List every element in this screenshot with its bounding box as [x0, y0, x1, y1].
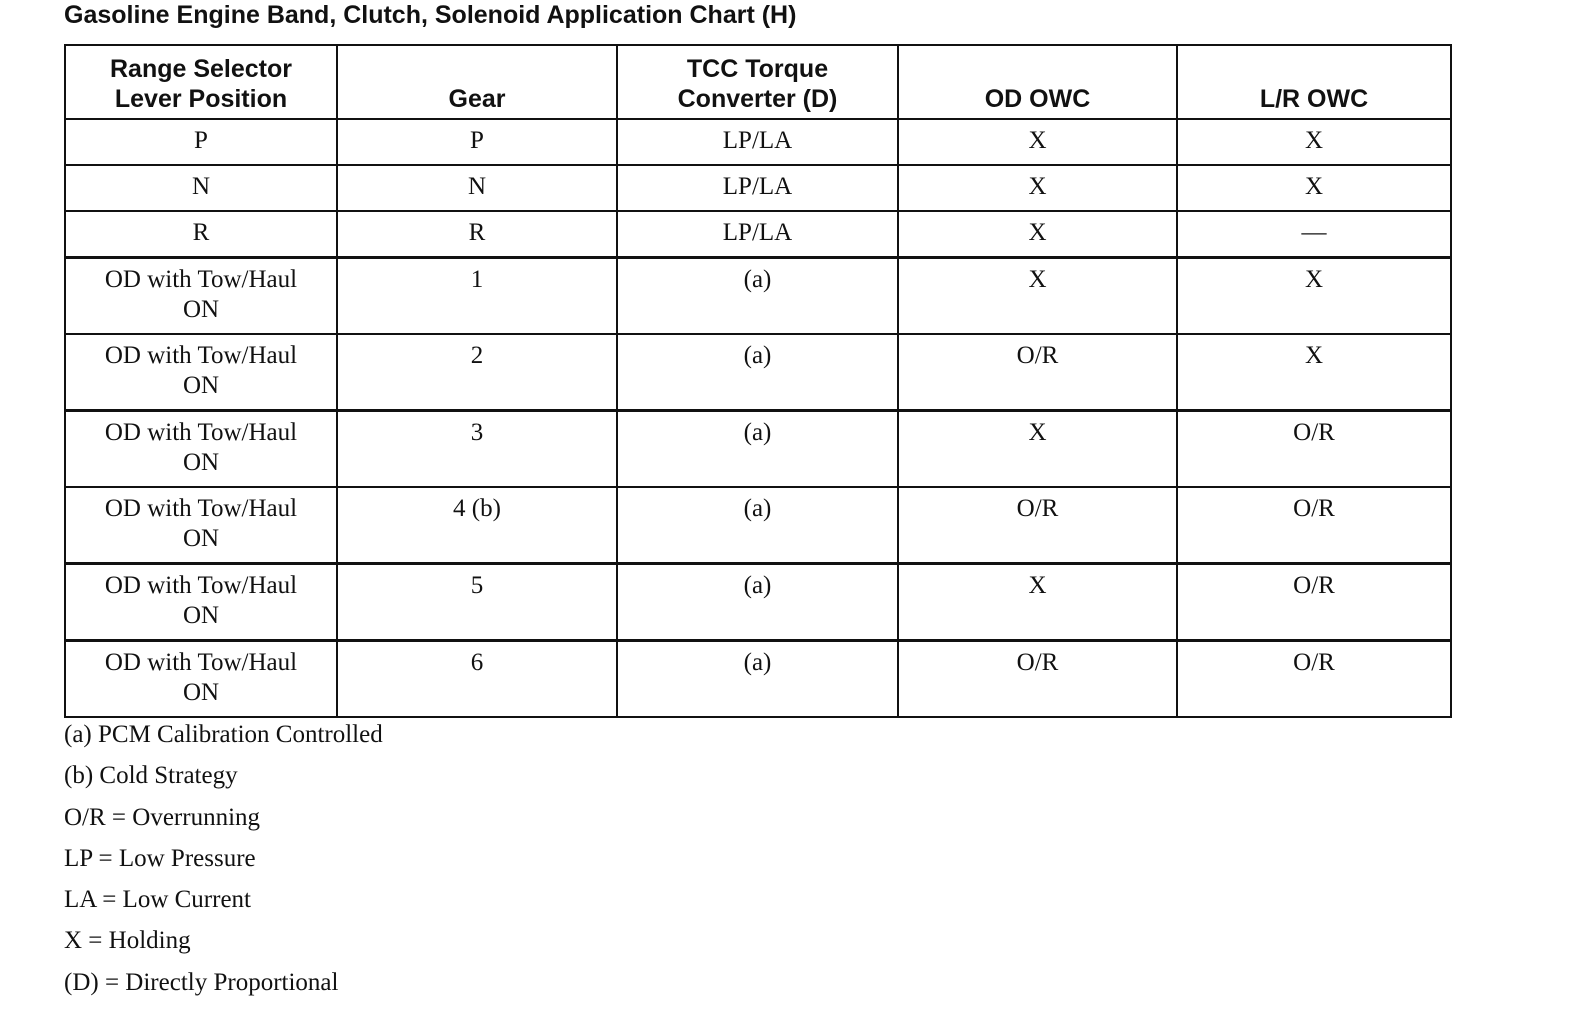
cell-range — [65, 411, 337, 488]
cell-range-line1: OD with Tow/Haul — [104, 419, 298, 446]
cell-range-line1: OD with Tow/Haul — [104, 342, 298, 369]
table-row — [65, 641, 1451, 718]
cell-od-owc: O/R — [898, 487, 1177, 564]
cell-gear: 4 (b) — [337, 487, 617, 564]
cell-tcc: LP/LA — [617, 165, 898, 211]
cell-lr-owc: O/R — [1177, 487, 1451, 564]
header-range-line2: Lever Position — [114, 85, 288, 113]
header-tcc-line2: Converter (D) — [677, 85, 838, 113]
header-range-line1: Range Selector — [109, 55, 292, 83]
cell-range-line2: ON — [182, 296, 220, 323]
note-overrunning: O/R = Overrunning — [64, 803, 261, 831]
cell-tcc: (a) — [617, 411, 898, 488]
cell-lr-owc: — — [1177, 211, 1451, 258]
header-row — [65, 45, 1451, 119]
cell-lr-owc: O/R — [1177, 564, 1451, 641]
note-low-current: LA = Low Current — [64, 886, 251, 914]
table-row — [65, 564, 1451, 641]
cell-gear: 1 — [337, 258, 617, 335]
cell-range-line1: N — [191, 173, 211, 200]
cell-tcc: (a) — [617, 258, 898, 335]
page-title: Gasoline Engine Band, Clutch, Solenoid Application Chart (H) — [64, 1, 797, 29]
cell-tcc: (a) — [617, 487, 898, 564]
cell-od-owc: X — [898, 119, 1177, 165]
cell-lr-owc: X — [1177, 334, 1451, 411]
table-row — [65, 165, 1451, 211]
cell-range-line1: OD with Tow/Haul — [104, 649, 298, 676]
cell-range — [65, 165, 337, 211]
cell-range-line2: ON — [182, 449, 220, 476]
table-row — [65, 258, 1451, 335]
cell-od-owc: X — [898, 564, 1177, 641]
cell-lr-owc: X — [1177, 119, 1451, 165]
note-cold-strategy: (b) Cold Strategy — [64, 762, 238, 790]
cell-range-line1: R — [192, 219, 210, 246]
note-holding: X = Holding — [64, 927, 191, 955]
cell-od-owc: O/R — [898, 334, 1177, 411]
cell-range-line2: ON — [182, 679, 220, 706]
header-tcc — [617, 45, 898, 119]
table-row — [65, 211, 1451, 258]
note-low-pressure: LP = Low Pressure — [64, 844, 256, 872]
table-row — [65, 334, 1451, 411]
cell-range — [65, 487, 337, 564]
header-lr-owc: L/R OWC — [1177, 45, 1451, 119]
cell-range — [65, 211, 337, 258]
note-directly-proportional: (D) = Directly Proportional — [64, 968, 339, 996]
cell-tcc: LP/LA — [617, 119, 898, 165]
cell-range-line1: OD with Tow/Haul — [104, 572, 298, 599]
header-range-selector — [65, 45, 337, 119]
cell-gear: R — [337, 211, 617, 258]
cell-range-line1: OD with Tow/Haul — [104, 266, 298, 293]
cell-range-line2: ON — [182, 525, 220, 552]
cell-range — [65, 119, 337, 165]
cell-gear: 5 — [337, 564, 617, 641]
cell-range — [65, 564, 337, 641]
application-chart-table — [64, 44, 1452, 718]
header-tcc-line1: TCC Torque — [686, 55, 829, 83]
cell-range — [65, 258, 337, 335]
table-row — [65, 411, 1451, 488]
cell-gear: 6 — [337, 641, 617, 718]
cell-od-owc: X — [898, 165, 1177, 211]
cell-gear: 3 — [337, 411, 617, 488]
cell-lr-owc: O/R — [1177, 641, 1451, 718]
cell-tcc: (a) — [617, 334, 898, 411]
cell-gear: 2 — [337, 334, 617, 411]
table-row — [65, 119, 1451, 165]
cell-od-owc: X — [898, 258, 1177, 335]
cell-od-owc: X — [898, 411, 1177, 488]
cell-lr-owc: O/R — [1177, 411, 1451, 488]
cell-od-owc: O/R — [898, 641, 1177, 718]
cell-range-line2: ON — [182, 372, 220, 399]
table-row — [65, 487, 1451, 564]
header-gear: Gear — [337, 45, 617, 119]
header-od-owc: OD OWC — [898, 45, 1177, 119]
note-pcm-calibration: (a) PCM Calibration Controlled — [64, 721, 383, 748]
cell-range-line2: ON — [182, 602, 220, 629]
legend-notes — [64, 716, 383, 1005]
cell-range-line1: P — [194, 127, 208, 154]
cell-range-line1: OD with Tow/Haul — [104, 495, 298, 522]
cell-tcc: (a) — [617, 564, 898, 641]
cell-gear: N — [337, 165, 617, 211]
cell-tcc: (a) — [617, 641, 898, 718]
cell-od-owc: X — [898, 211, 1177, 258]
cell-lr-owc: X — [1177, 258, 1451, 335]
cell-range — [65, 641, 337, 718]
cell-gear: P — [337, 119, 617, 165]
cell-lr-owc: X — [1177, 165, 1451, 211]
cell-range — [65, 334, 337, 411]
cell-tcc: LP/LA — [617, 211, 898, 258]
